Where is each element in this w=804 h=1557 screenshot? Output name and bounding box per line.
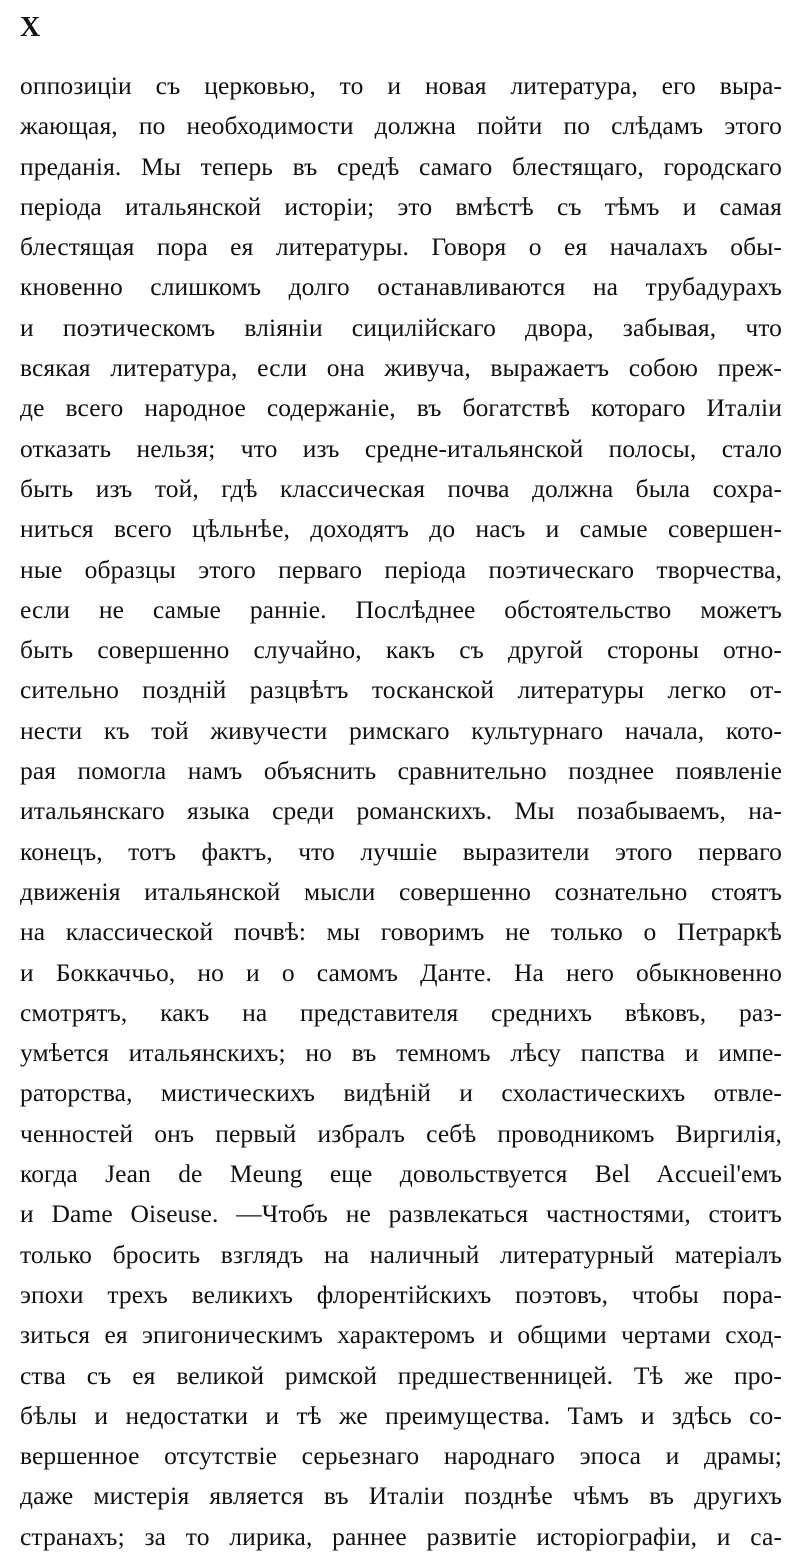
text-line: и Dame Oiseuse. —Чтобъ не развлекаться частностями, стоитъ [20,1199,782,1229]
text-line: смотрятъ, какъ на представителя среднихъ вѣковъ, раз- [20,997,782,1027]
text-line: періода итальянской исторіи; это вмѣстѣ съ тѣмъ и самая [20,191,782,221]
text-line: вершенное отсутствіе серьезнаго народнаго эпоса и драмы; [20,1441,782,1471]
text-line: ства съ ея великой римской предшественницей. Тѣ же про- [20,1360,782,1390]
text-line: нести къ той живучести римскаго культурнаго начала, кото- [20,715,782,745]
text-line: зиться ея эпигоническимъ характеромъ и общими чертами сход- [20,1320,782,1350]
text-line: жающая, по необходимости должна пойти по слѣдамъ этого [20,111,782,141]
text-line: когда Jean de Meung еще довольствуется Bel Accueil'емъ [20,1159,782,1189]
text-line: странахъ; за то лирика, раннее развитіе исторіографіи, и са- [20,1521,782,1551]
text-line: ченностей онъ первый избралъ себѣ проводникомъ Виргилія, [20,1118,782,1148]
text-line: де всего народное содержаніе, въ богатствѣ котораго Италіи [20,393,782,423]
text-line: всякая литература, если она живуча, выражаетъ собою преж- [20,353,782,383]
text-line: эпохи трехъ великихъ флорентійскихъ поэтовъ, чтобы пора- [20,1279,782,1309]
text-line: если не самые ранніе. Послѣднее обстоятельство можетъ [20,594,782,624]
text-line: кновенно слишкомъ долго останавливаются на трубадурахъ [20,272,782,302]
text-line: рая помогла намъ объяснить сравнительно позднее появленіе [20,756,782,786]
text-line: движенія итальянской мысли совершенно сознательно стоятъ [20,876,782,906]
text-line: только бросить взглядъ на наличный литературный матеріалъ [20,1239,782,1269]
text-line: бѣлы и недостатки и тѣ же преимущества. Тамъ и здѣсь со- [20,1400,782,1430]
text-line: умѣется итальянскихъ; но въ темномъ лѣсу папства и импе- [20,1038,782,1068]
text-line: преданія. Мы теперь въ средѣ самаго блестящаго, городскаго [20,151,782,181]
text-line: блестящая пора ея литературы. Говоря о ея началахъ обы- [20,232,782,262]
text-line: быть изъ той, гдѣ классическая почва должна была сохра- [20,473,782,503]
text-line: оппозиціи съ церковью, то и новая литература, его выра- [20,71,782,100]
text-line: на классической почвѣ: мы говоримъ не только о Петраркѣ [20,917,782,947]
text-line: раторства, мистическихъ видѣній и схоластическихъ отвле- [20,1078,782,1108]
text-line: ниться всего цѣльнѣе, доходятъ до насъ и самые совершен- [20,514,782,544]
text-line: и Боккаччьо, но и о самомъ Данте. На него обыкновенно [20,957,782,987]
text-line: ные образцы этого перваго періода поэтическаго творчества, [20,554,782,584]
text-line: и поэтическомъ вліяніи сицилійскаго двора, забывая, что [20,312,782,342]
text-line: конецъ, тотъ фактъ, что лучшіе выразители этого перваго [20,836,782,866]
text-line: сительно поздній разцвѣтъ тосканской литературы легко от- [20,675,782,705]
text-line: даже мистерія является въ Италіи позднѣе чѣмъ въ другихъ [20,1481,782,1511]
page-number: X [20,12,41,43]
text-line: отказать нельзя; что изъ средне-итальянской полосы, стало [20,433,782,463]
text-line: итальянскаго языка среди романскихъ. Мы позабываемъ, на- [20,796,782,826]
text-line: быть совершенно случайно, какъ съ другой стороны отно- [20,635,782,665]
body-text [20,66,782,1557]
